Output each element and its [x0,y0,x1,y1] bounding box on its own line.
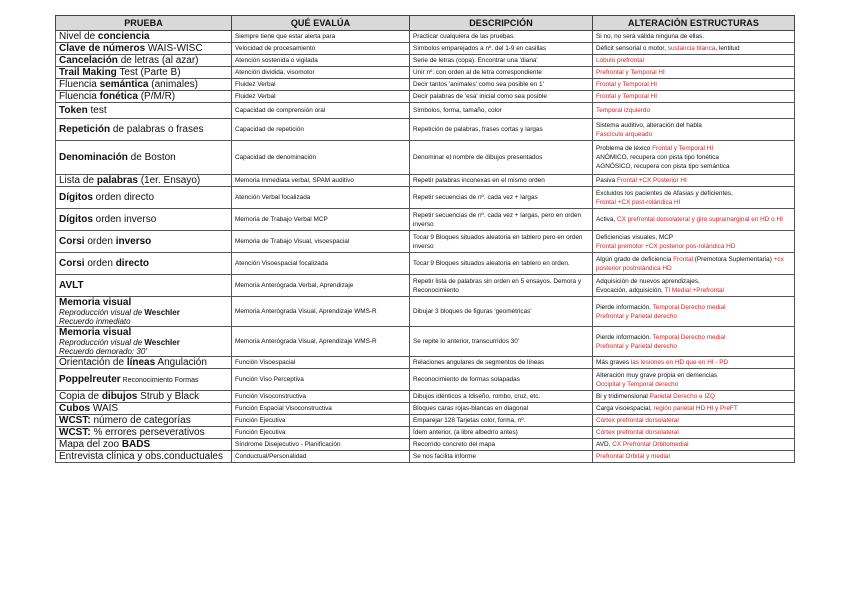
tests-table [55,15,795,463]
text-run: Frontal +CX post-rolándica HI [596,198,681,206]
cell-descripcion: Repetir lista de palabras sin orden en 5 ensayos. Demora y Reconocimiento [410,275,593,297]
text-run: AGNÓSICO, recupera con pista tipo semántica [596,163,730,170]
text-run: test [87,105,107,116]
cell-alteracion [593,439,795,451]
cell-prueba [56,187,232,209]
text-run: AVD, [596,441,613,448]
table-row [56,91,795,103]
cell-prueba [56,253,232,275]
text-run: Mapa del zoo [59,439,122,450]
cell-descripcion: Relaciones angulares de segmentos de líneas [410,357,593,369]
table-row [56,403,795,415]
cell-descripcion: Decir tantos 'animales' como sea posible en 1' [410,79,593,91]
text-run: Poppelreuter [59,373,121,385]
table-row [56,209,795,231]
text-run: Evocación, adquisición, [596,286,665,294]
cell-que-evalua: Atención Visoespacial focalizada [232,253,410,275]
text-run: Prefrontal y Parietal derecho [596,342,677,350]
cell-descripcion: Dibujar 3 bloques de figuras 'geométricas' [410,297,593,327]
text-run: Adquisición de nuevos aprendizajes, [596,277,700,285]
header-alteracion: ALTERACIÓN ESTRUCTURAS [593,16,795,31]
cell-que-evalua: Fluidez Verbal [232,79,410,91]
text-run: Frontal y Temporal HI [596,93,657,100]
cell-alteracion [593,415,795,427]
text-run: Fluencia [59,91,100,102]
cell-alteracion [593,253,795,275]
text-run: líneas [126,357,156,368]
text-run: WAIS [90,403,119,414]
text-run: Orientación de [59,357,127,368]
text-run: Alteración muy grave propia en demencias [596,371,718,379]
cell-prueba [56,391,232,403]
text-run: Carga visoespacial, [596,405,654,412]
cell-que-evalua: Función Visoespacial [232,357,410,369]
cell-prueba [56,369,232,391]
table-row [56,357,795,369]
text-run: Lista de [59,175,97,186]
cell-que-evalua: Memoria Inmediata verbal, SPAM auditivo [232,175,410,187]
text-run: Test (Parte B) [116,67,181,78]
cell-descripcion: Repetir secuencias de nº. cada vez + largas [410,187,593,209]
cell-que-evalua: Atención Verbal focalizada [232,187,410,209]
text-run: WAIS-WISC [145,43,203,54]
cell-prueba [56,275,232,297]
cell-descripcion: Repetir secuencias de nº. cada vez + largas, pero en orden inverso [410,209,593,231]
text-run: Frontal y Temporal HI [652,145,714,152]
text-run: Recuerdo inmediato [59,317,131,326]
table-row [56,141,795,175]
cell-prueba [56,67,232,79]
table-row [56,103,795,119]
text-run: Memoria visual [59,297,132,308]
cell-que-evalua: Memoria Anterógrada Visual, Aprendizaje WMS-R [232,297,410,327]
text-run: Fascículo arqueado [596,130,653,138]
text-run: de palabras o frases [110,124,204,135]
cell-que-evalua: Capacidad de comprensión oral [232,103,410,119]
cell-prueba [56,439,232,451]
header-prueba: PRUEBA [56,16,232,31]
text-run: Recuerdo demorado: 30' [59,347,147,356]
cell-descripcion: Repetición de palabras, frases cortas y largas [410,119,593,141]
cell-que-evalua: Fluidez Verbal [232,91,410,103]
table-row [56,43,795,55]
text-run: Parietal Derecho e IZQ [649,393,715,400]
text-run: Dígitos [59,214,93,225]
cell-alteracion [593,119,795,141]
cell-alteracion [593,31,795,43]
cell-prueba [56,141,232,175]
cell-alteracion [593,427,795,439]
text-run: WCST: [59,427,91,438]
text-run: % errores perseverativos [90,427,205,438]
text-run: Prefrontal y Parietal derecho [596,312,677,320]
cell-descripcion: Tocar 9 Bloques situados aleatoria en tablero pero en orden inverso [410,231,593,253]
cell-alteracion [593,297,795,327]
table-row [56,369,795,391]
text-run: Frontal +CX Posterior HI [616,177,687,184]
header-que-evalua: QUÉ EVALÚA [232,16,410,31]
table-row [56,55,795,67]
cell-descripcion: Símbolos emparejados a nº. del 1-9 en casillas [410,43,593,55]
text-run: semántica [99,79,149,90]
cell-que-evalua: Capacidad de repetición [232,119,410,141]
text-run: orden [84,236,116,247]
text-run: TI Medial +Prefrontal [664,286,724,294]
cell-alteracion [593,451,795,463]
text-run: Frontal premotor +CX posterior pos-rolándica HD [596,242,736,250]
table-row [56,391,795,403]
text-run: ANÓMICO, recupera con pista tipo fonética [596,154,719,161]
cell-descripcion: Emparejar 128 Tarjetas color, forma, nº. [410,415,593,427]
text-run: Más graves [596,359,631,366]
text-run: CX prefrontal dorsolateral y giro supramarginal en HD o HI [616,216,783,223]
cell-descripcion: Denominar el nombre de dibujos presentados [410,141,593,175]
cell-prueba [56,403,232,415]
cell-alteracion [593,231,795,253]
cell-que-evalua: Capacidad de denominación [232,141,410,175]
cell-que-evalua: Memoria Anterógrada Visual, Aprendizaje WMS-R [232,327,410,357]
text-run: BADS [121,439,151,450]
text-run: Occipital y Temporal derecho [596,380,679,388]
cell-que-evalua: Memoria de Trabajo Verbal MCP [232,209,410,231]
cell-alteracion [593,175,795,187]
cell-que-evalua: Velocidad de procesamiento [232,43,410,55]
text-run: palabras [96,175,138,186]
text-run: Trail Making [59,67,117,78]
header-descripcion: DESCRIPCIÓN [410,16,593,31]
cell-descripcion: Se repite lo anterior, transcurridos 30' [410,327,593,357]
cell-descripcion: Tocar 9 Bloques situados aleatoria en tablero en orden. [410,253,593,275]
text-run: Déficit sensorial o motor, [596,45,668,52]
text-run: Algún grado de deficiencia [596,255,674,263]
text-run: región parietal HD HI y PreFT [653,405,738,412]
text-run: Bi y tridimensional [596,393,650,400]
cell-prueba [56,451,232,463]
cell-alteracion [593,275,795,297]
text-run: Prefrontal Orbital y medial [596,453,670,460]
cell-alteracion [593,55,795,67]
cell-descripcion: Repetir palabras inconexas en el mismo orden [410,175,593,187]
cell-prueba-subtitle [59,338,228,356]
text-run: Dígitos [59,192,93,203]
cell-que-evalua: Conductual/Personalidad [232,451,410,463]
text-run: Denominación [59,152,128,163]
cell-descripcion: Decir palabras de 'esa' inicial como sea posible [410,91,593,103]
cell-que-evalua: Memoria Anterógrada Verbal, Aprendizaje [232,275,410,297]
cell-alteracion [593,357,795,369]
text-run: fonética [99,91,138,102]
text-run: Reconocimiento Formas [120,376,199,384]
text-run: Pierde información. [596,333,653,341]
cell-alteracion [593,79,795,91]
cell-que-evalua: Función Espacial Visoconstructiva [232,403,410,415]
cell-alteracion [593,187,795,209]
cell-descripcion: Se nos facilita informe [410,451,593,463]
table-row [56,275,795,297]
cell-descripcion: Ídem anterior, (a libre albedrío antes) [410,427,593,439]
cell-prueba [56,209,232,231]
cell-descripcion: Dibujos idénticos a Idiseño, rombo, cruz, etc. [410,391,593,403]
cell-alteracion [593,43,795,55]
header-row [56,16,795,31]
text-run: (Premotora Suplementaria) [693,255,774,263]
text-run: sustancia blanca [667,45,716,52]
text-run: Si no, no será válida ninguna de ellas. [596,33,705,40]
text-run: Activa, [596,216,617,223]
text-run: Corsi [59,258,85,269]
cell-prueba [56,103,232,119]
cell-que-evalua: Función Visoconstructiva [232,391,410,403]
text-run: Token [59,105,88,116]
cell-prueba [56,357,232,369]
text-run: dibujos [101,391,138,402]
text-run: Sistema auditivo, alteración del habla [596,121,702,129]
text-run: inverso [115,236,152,247]
table-row [56,439,795,451]
cell-descripcion: Símbolos, forma, tamaño, color [410,103,593,119]
cell-descripcion: Practicar cualquiera de las pruebas. [410,31,593,43]
text-run: conciencia [97,31,150,42]
text-run: orden [84,258,116,269]
cell-alteracion [593,141,795,175]
cell-alteracion [593,67,795,79]
cell-que-evalua: Atención sostenida o vigilada [232,55,410,67]
text-run: (1er. Ensayo) [137,175,201,186]
table-row [56,79,795,91]
cell-descripcion: Reconocimiento de formas solapadas [410,369,593,391]
table-row [56,175,795,187]
table-row [56,231,795,253]
text-run: Deficiencias visuales, MCP [596,233,674,241]
clinical-test-table-sheet [55,15,794,463]
text-run: las lesiones en HD que en HI - PD [630,359,729,366]
text-run: AVLT [59,280,84,291]
cell-prueba [56,327,232,357]
text-run: Fluencia [59,79,100,90]
cell-descripcion: Bloques caras rojas-blancas en diagonal [410,403,593,415]
text-run: (P/M/R) [137,91,176,102]
text-run: (animales) [148,79,198,90]
table-row [56,253,795,275]
text-run: Reproducción visual de [59,338,145,347]
text-run: Frontal y Temporal HI [596,81,657,88]
cell-que-evalua: Síndrome Disejecutivo - Planificación [232,439,410,451]
text-run: Repetición [59,124,111,135]
text-run: orden directo [92,192,155,203]
text-run: Memoria visual [59,327,132,338]
text-run: Problema de léxico [596,145,653,152]
text-run: Weschler [144,308,180,317]
cell-alteracion [593,403,795,415]
cell-prueba [56,297,232,327]
cell-prueba [56,231,232,253]
cell-alteracion [593,391,795,403]
cell-que-evalua: Función Viso Perceptiva [232,369,410,391]
text-run: +cx posterior postrolándica HD [596,255,784,272]
cell-que-evalua: Atención dividida, visomotor [232,67,410,79]
text-run: Strub y Black [137,391,200,402]
text-run: Reproducción visual de [59,308,145,317]
text-run: Entrevista clínica y obs.conductuales [59,451,223,462]
text-run: Nivel de [59,31,98,42]
cell-alteracion [593,209,795,231]
text-run: directo [115,258,150,269]
table-row [56,187,795,209]
cell-alteracion [593,91,795,103]
text-run: número de categorías [90,415,191,426]
text-run: Lóbulo prefrontal [596,57,644,64]
table-row [56,31,795,43]
cell-prueba [56,31,232,43]
text-run: , lentitud [715,45,740,52]
cell-prueba [56,119,232,141]
cell-prueba [56,43,232,55]
cell-descripcion: Recorrido concreto del mapa [410,439,593,451]
cell-que-evalua: Siempre tiene que estar alerta para [232,31,410,43]
text-run: Córtex prefrontal dorsolateral [596,429,679,436]
text-run: WCST: [59,415,91,426]
cell-prueba [56,427,232,439]
text-run: Temporal Derecho medial [652,303,726,311]
text-run: Excluidos los pacientes de Afasias y deficientes, [596,189,733,197]
table-row [56,119,795,141]
text-run: Pasiva [596,177,617,184]
cell-prueba [56,79,232,91]
cell-alteracion [593,369,795,391]
text-run: Córtex prefrontal dorsolateral [596,417,679,424]
cell-que-evalua: Función Ejecutiva [232,415,410,427]
text-run: de letras (al azar) [117,55,199,66]
cell-prueba [56,415,232,427]
cell-que-evalua: Memoria de Trabajo Visual, visoespacial [232,231,410,253]
cell-descripcion: Serie de letras (copa). Encontrar una 'diana' [410,55,593,67]
cell-prueba [56,175,232,187]
table-row [56,67,795,79]
cell-alteracion [593,327,795,357]
text-run: Pierde información. [596,303,653,311]
text-run: Temporal izquierdo [596,107,650,114]
cell-prueba [56,91,232,103]
cell-prueba [56,55,232,67]
text-run: CX Prefrontal Orbitomedial [612,441,689,448]
table-row [56,415,795,427]
text-run: Temporal Derecho medial [652,333,726,341]
text-run: Angulación [155,357,207,368]
text-run: de Boston [127,152,176,163]
table-row [56,451,795,463]
text-run: Corsi [59,236,85,247]
text-run: Frontal [673,255,693,263]
text-run: orden inverso [92,214,157,225]
table-row [56,427,795,439]
table-row [56,327,795,357]
cell-alteracion [593,103,795,119]
table-row [56,297,795,327]
text-run: Weschler [144,338,180,347]
text-run: Copia de [59,391,102,402]
cell-que-evalua: Función Ejecutiva [232,427,410,439]
cell-descripcion: Unir nº. con orden al de letra correspondiente [410,67,593,79]
text-run: Prefrontal y Temporal HI [596,69,665,76]
text-run: Cancelación [59,55,118,66]
table-body [56,31,795,463]
text-run: Cubos [59,403,91,414]
cell-prueba-subtitle [59,308,228,326]
text-run: Clave de números [59,43,146,54]
